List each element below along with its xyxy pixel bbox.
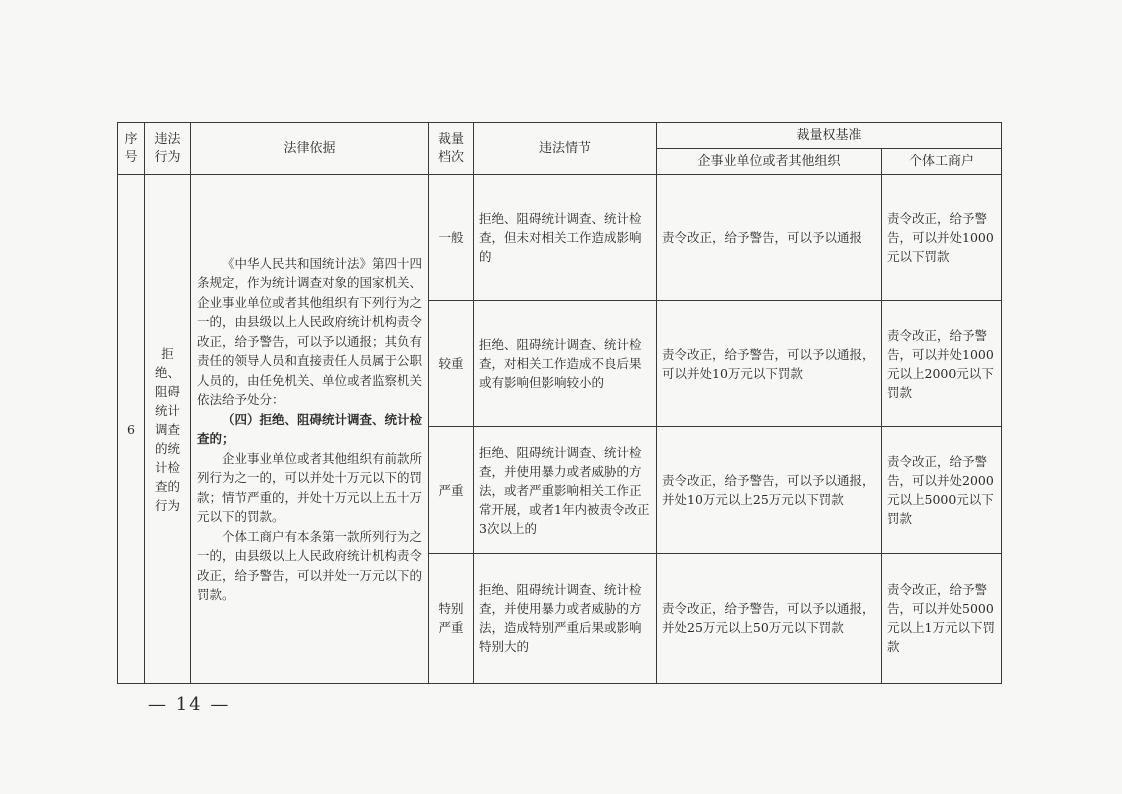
legal-basis-para-1: 《中华人民共和国统计法》第四十四条规定，作为统计调查对象的国家机关、企业事业单位或者其他组织有下列行为之一的，由县级以上人民政府统计机构责令改正，给予警告，可以予以通报；其负有责任的领导人员和直接责任人员属于公职人员的，由任免机关、单位或者监察机关依法给予处分： bbox=[197, 255, 423, 407]
header-level: 裁量档次 bbox=[429, 123, 474, 175]
level-3: 严重 bbox=[429, 427, 474, 553]
header-circumstance: 违法情节 bbox=[474, 123, 657, 175]
circumstance-4: 拒绝、阻碍统计调查、统计检查，并使用暴力或者威胁的方法，造成特别严重后果或影响特别大的 bbox=[474, 553, 657, 683]
header-individual: 个体工商户 bbox=[882, 149, 1002, 175]
circumstance-2: 拒绝、阻碍统计调查、统计检查，对相关工作造成不良后果或有影响但影响较小的 bbox=[474, 301, 657, 427]
enterprise-1: 责令改正，给予警告，可以予以通报 bbox=[657, 175, 882, 301]
page-number: — 14 — bbox=[148, 694, 231, 715]
individual-4: 责令改正，给予警告，可以并处5000元以上1万元以下罚款 bbox=[882, 553, 1002, 683]
header-seq: 序号 bbox=[118, 123, 145, 175]
header-enterprise: 企事业单位或者其他组织 bbox=[657, 149, 882, 175]
legal-basis-para-3: 企业事业单位或者其他组织有前款所列行为之一的，可以并处十万元以下的罚款；情节严重的，并处十万元以上五十万元以下的罚款。 bbox=[197, 450, 423, 524]
enterprise-3: 责令改正，给予警告，可以予以通报，并处10万元以上25万元以下罚款 bbox=[657, 427, 882, 553]
legal-basis-para-2: （四）拒绝、阻碍统计调查、统计检查的； bbox=[197, 411, 423, 446]
circumstance-3: 拒绝、阻碍统计调查、统计检查，并使用暴力或者威胁的方法，或者严重影响相关工作正常开展，或者1年内被责令改正3次以上的 bbox=[474, 427, 657, 553]
individual-3: 责令改正，给予警告，可以并处2000元以上5000元以下罚款 bbox=[882, 427, 1002, 553]
level-1: 一般 bbox=[429, 175, 474, 301]
level-2: 较重 bbox=[429, 301, 474, 427]
individual-1: 责令改正，给予警告，可以并处1000元以下罚款 bbox=[882, 175, 1002, 301]
header-benchmark: 裁量权基准 bbox=[657, 123, 1002, 149]
header-violation: 违法行为 bbox=[145, 123, 191, 175]
individual-2: 责令改正，给予警告，可以并处1000元以上2000元以下罚款 bbox=[882, 301, 1002, 427]
enterprise-4: 责令改正，给予警告，可以予以通报，并处25万元以上50万元以下罚款 bbox=[657, 553, 882, 683]
discretion-table bbox=[117, 122, 1002, 684]
legal-basis-cell bbox=[191, 175, 429, 684]
row-violation: 拒绝、阻碍统计调查的统计检查的行为 bbox=[145, 175, 191, 684]
header-legal-basis: 法律依据 bbox=[191, 123, 429, 175]
legal-basis-para-4: 个体工商户有本条第一款所列行为之一的，由县级以上人民政府统计机构责令改正，给予警告，可以并处一万元以下的罚款。 bbox=[197, 528, 423, 602]
level-4: 特别严重 bbox=[429, 553, 474, 683]
circumstance-1: 拒绝、阻碍统计调查、统计检查，但未对相关工作造成影响的 bbox=[474, 175, 657, 301]
enterprise-2: 责令改正，给予警告，可以予以通报，可以并处10万元以下罚款 bbox=[657, 301, 882, 427]
row-seq: 6 bbox=[118, 175, 145, 684]
